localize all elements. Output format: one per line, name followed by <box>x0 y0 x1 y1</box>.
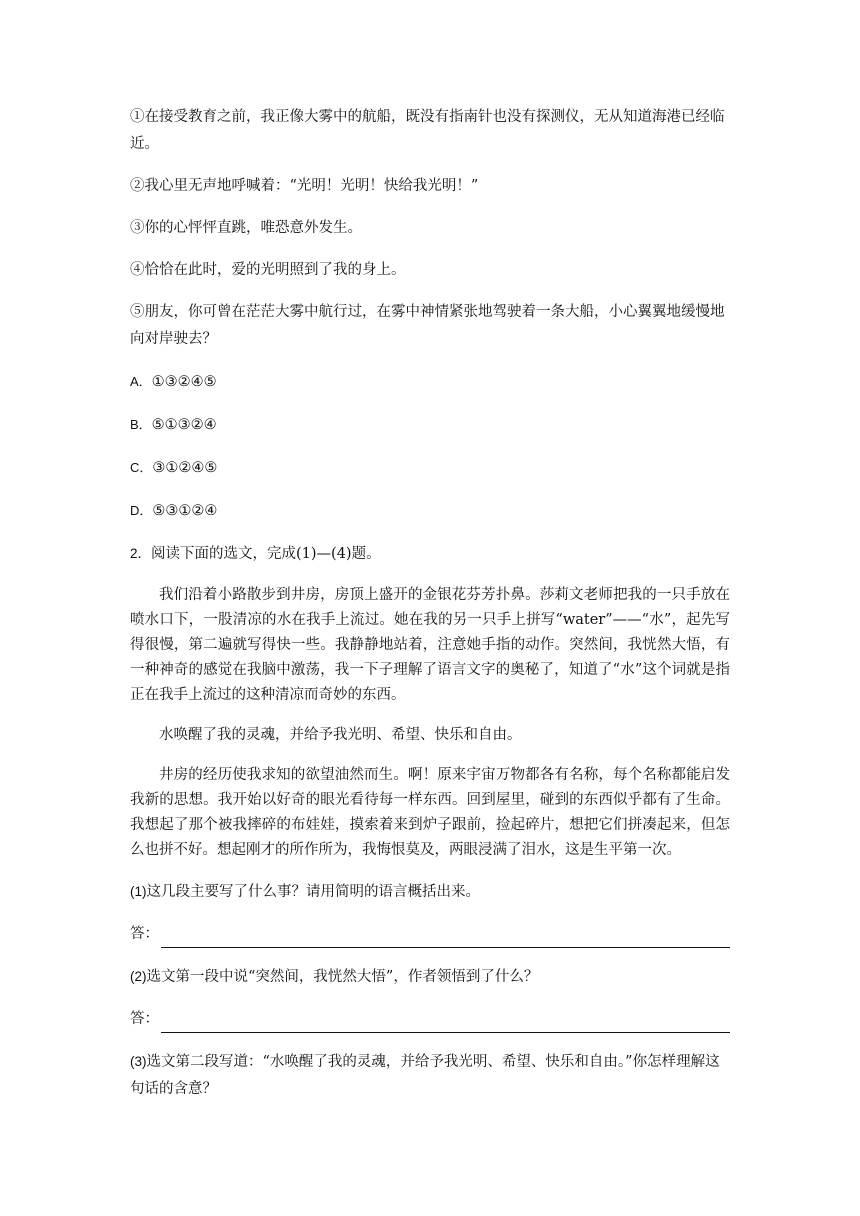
sub-question-2 <box>130 963 730 991</box>
answer-line-2 <box>130 1006 730 1033</box>
sub-question-1 <box>130 878 730 906</box>
option-c <box>130 454 730 482</box>
sub-question-label: (1) <box>130 884 147 899</box>
option-letter: A． <box>130 374 152 389</box>
option-text: ③①②④⑤ <box>152 460 218 476</box>
answer-blank[interactable] <box>161 1014 730 1033</box>
option-text: ⑤①③②④ <box>151 417 217 433</box>
question-prompt: 阅读下面的选文，完成(1)—(4)题。 <box>151 546 381 562</box>
answer-blank[interactable] <box>161 929 730 948</box>
sentence-4: ④恰恰在此时，爱的光明照到了我的身上。 <box>130 262 406 278</box>
sub-question-3 <box>130 1048 730 1103</box>
exam-page <box>130 104 730 1118</box>
sentence-5: ⑤朋友，你可曾在茫茫大雾中航行过，在雾中神情紧张地驾驶着一条大船，小心翼翼地缓慢地向对岸驶去？ <box>130 304 725 347</box>
option-a <box>130 368 730 396</box>
sub-question-label: (2) <box>130 969 147 984</box>
answer-line-1 <box>130 921 730 948</box>
question-2-heading <box>130 540 730 568</box>
sub-question-text: 选文第二段写道：“水唤醒了我的灵魂，并给予我光明、希望、快乐和自由。”你怎样理解这句话的含意？ <box>130 1054 720 1097</box>
option-text: ①③②④⑤ <box>151 374 217 390</box>
passage-paragraph-3: 井房的经历使我求知的欲望油然而生。啊！原来宇宙万物都各有名称，每个名称都能启发我新的思想。我开始以好奇的眼光看待每一样东西。回到屋里，碰到的东西似乎都有了生命。我想起了那个被我摔碎的布娃娃，摸索着来到炉子跟前，捡起碎片，想把它们拼凑起来，但怎么也拼不好。想起刚才的所作所为，我悔恨莫及，两眼浸满了泪水，这是生平第一次。 <box>130 767 730 858</box>
answer-label: 答： <box>130 1011 159 1027</box>
sentence-1: ①在接受教育之前，我正像大雾中的航船，既没有指南针也没有探测仪，无从知道海港已经临近。 <box>130 109 725 152</box>
option-letter: D． <box>130 503 153 518</box>
passage-paragraph-1: 我们沿着小路散步到井房，房顶上盛开的金银花芬芳扑鼻。莎莉文老师把我的一只手放在喷水口下，一股清凉的水在我手上流过。她在我的另一只手上拼写“water”——“水”，起先写得很慢，第二遍就写得快一些。我静静地站着，注意她手指的动作。突然间，我恍然大悟，有一种神奇的感觉在我脑中激荡，我一下子理解了语言文字的奥秘了，知道了“水”这个词就是指正在我手上流过的这种清凉而奇妙的东西。 <box>130 587 730 703</box>
option-letter: C． <box>130 460 153 475</box>
option-letter: B． <box>130 417 152 432</box>
sub-question-label: (3) <box>130 1054 147 1069</box>
sub-question-text: 选文第一段中说“突然间，我恍然大悟”，作者领悟到了什么？ <box>146 969 539 985</box>
answer-label: 答： <box>130 926 159 942</box>
sub-question-text: 这几段主要写了什么事？请用简明的语言概括出来。 <box>146 884 480 900</box>
option-b <box>130 411 730 439</box>
sentence-2: ②我心里无声地呼喊着：“光明！光明！快给我光明！” <box>130 178 479 194</box>
option-d <box>130 497 730 525</box>
option-text: ⑤③①②④ <box>152 503 218 519</box>
question-number: 2． <box>130 546 152 561</box>
passage-paragraph-2: 水唤醒了我的灵魂，并给予我光明、希望、快乐和自由。 <box>159 727 522 743</box>
sentence-3: ③你的心怦怦直跳，唯恐意外发生。 <box>130 220 362 236</box>
